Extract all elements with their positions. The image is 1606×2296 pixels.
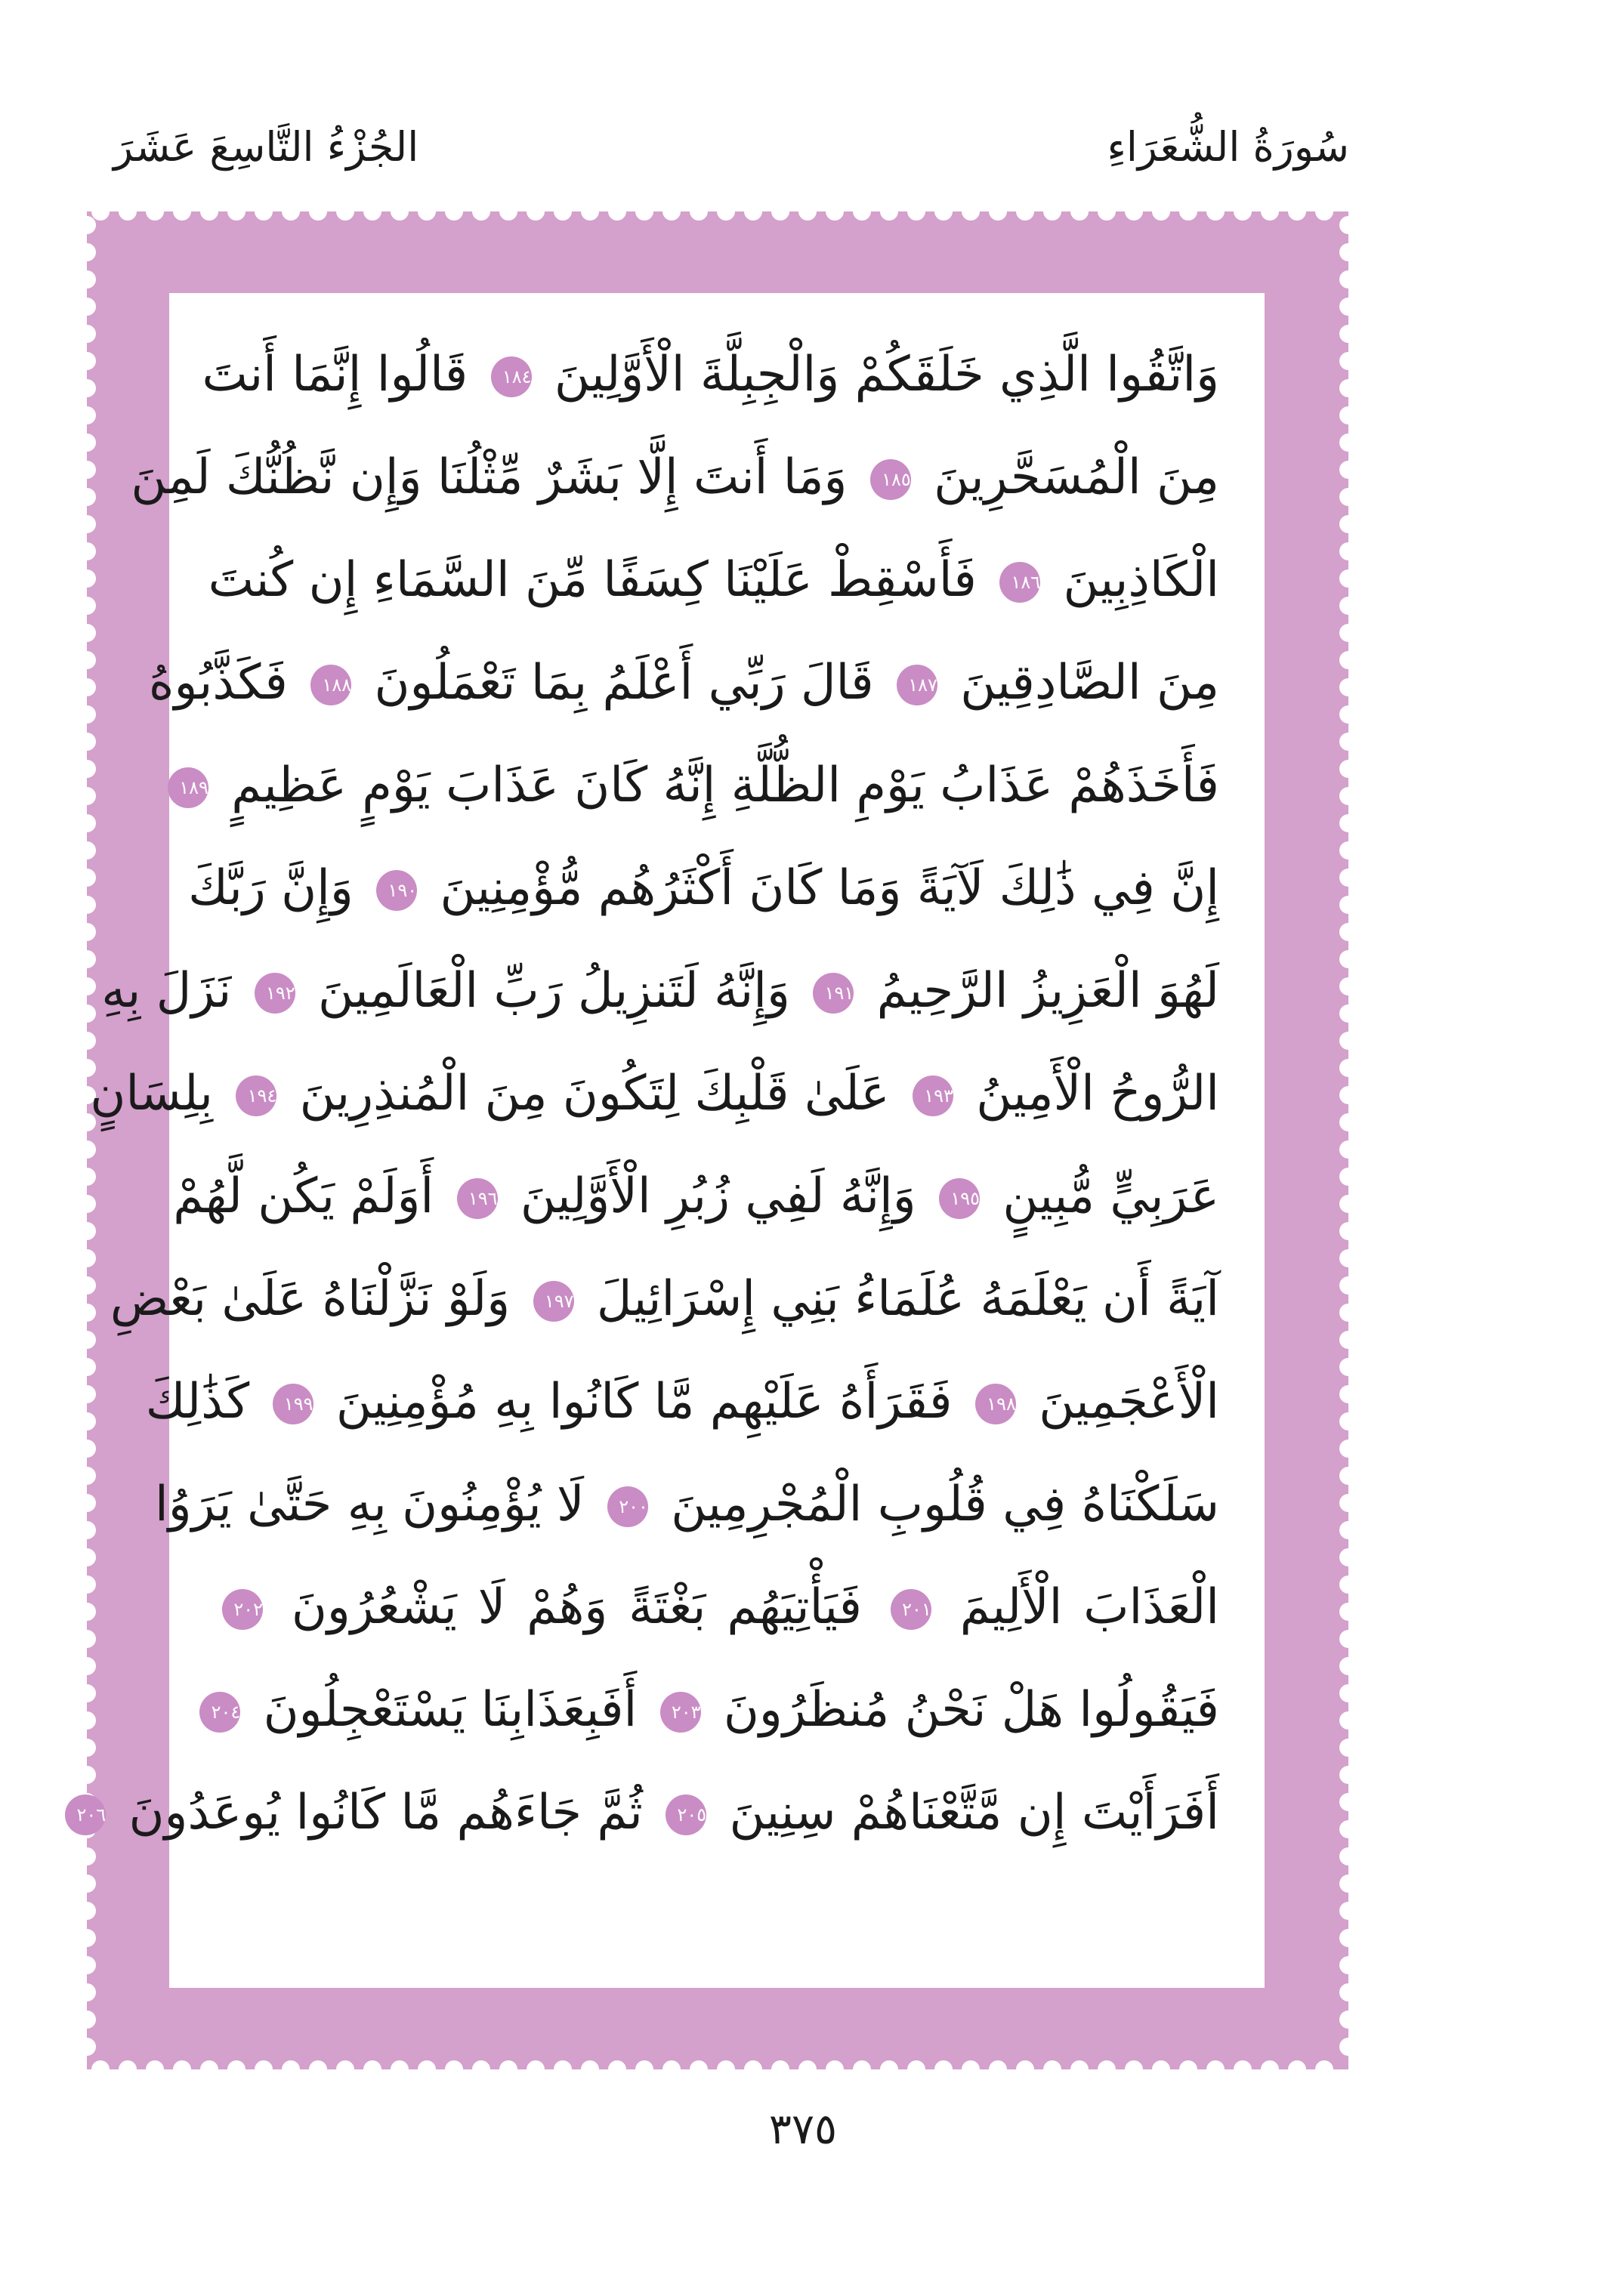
frame-scallop — [78, 1630, 96, 1648]
frame-scallop — [78, 270, 96, 289]
ayah-number-marker: ١٨٨ — [310, 665, 351, 705]
frame-scallop — [1339, 325, 1357, 343]
frame-scallop — [1339, 1168, 1357, 1186]
verse-text: مِنَ الصَّادِقِينَ — [960, 655, 1219, 711]
frame-scallop — [635, 202, 653, 221]
frame-scallop — [1339, 1195, 1357, 1213]
ayah-number-marker: ٢٠٠ — [607, 1486, 648, 1527]
verse-text: الْكَاذِبِينَ — [1063, 552, 1219, 608]
frame-scallop — [78, 325, 96, 343]
frame-scallop — [1339, 569, 1357, 588]
frame-scallop — [1339, 1032, 1357, 1050]
verse-line — [208, 529, 1219, 631]
ayah-number-marker: ١٨٤ — [491, 356, 532, 397]
frame-scallop — [78, 488, 96, 506]
frame-scallop — [78, 841, 96, 859]
frame-scallop — [1339, 733, 1357, 751]
frame-scallop — [771, 202, 789, 221]
frame-scallop — [78, 787, 96, 805]
frame-scallop — [1339, 270, 1357, 289]
frame-scallop — [989, 2060, 1007, 2078]
frame-scallop — [78, 923, 96, 941]
frame-scallop — [1179, 202, 1197, 221]
frame-scallop — [78, 760, 96, 778]
frame-scallop — [1125, 2060, 1143, 2078]
frame-scallop — [282, 202, 300, 221]
frame-scallop — [78, 1711, 96, 1730]
frame-scallop — [78, 542, 96, 560]
juz-name: الجُزْءُ التَّاسِعَ عَشَرَ — [113, 123, 419, 171]
page-number: ٣٧٥ — [768, 2105, 838, 2154]
frame-scallop — [363, 2060, 381, 2078]
verse-text: فَيَأْتِيَهُم بَغْتَةً وَهُمْ لَا يَشْعُرُونَ — [291, 1579, 862, 1635]
frame-scallop — [78, 1249, 96, 1267]
frame-scallop — [78, 896, 96, 914]
frame-scallop — [1339, 1711, 1357, 1730]
ayah-number-marker: ١٩٠ — [376, 870, 417, 911]
frame-scallop — [78, 1168, 96, 1186]
frame-scallop — [1070, 202, 1089, 221]
frame-scallop — [78, 434, 96, 452]
frame-scallop — [880, 2060, 898, 2078]
frame-scallop — [78, 1521, 96, 1539]
frame-scallop — [78, 1331, 96, 1349]
frame-scallop — [78, 569, 96, 588]
frame-scallop — [282, 2060, 300, 2078]
frame-scallop — [962, 202, 980, 221]
ayah-number-marker: ١٩٧ — [533, 1281, 574, 1322]
frame-scallop — [1339, 461, 1357, 479]
ayah-number-marker: ١٨٩ — [168, 767, 208, 808]
frame-scallop — [1098, 202, 1116, 221]
frame-scallop — [1339, 2038, 1357, 2056]
frame-scallop — [1339, 1358, 1357, 1376]
frame-scallop — [1043, 202, 1061, 221]
frame-scallop — [1070, 2060, 1089, 2078]
frame-scallop — [962, 2060, 980, 2078]
frame-scallop — [1339, 1983, 1357, 2001]
frame-scallop — [934, 202, 953, 221]
frame-scallop — [1339, 1385, 1357, 1403]
frame-scallop — [119, 202, 137, 221]
frame-scallop — [78, 678, 96, 696]
frame-scallop — [690, 202, 708, 221]
frame-scallop — [227, 2060, 246, 2078]
frame-scallop — [78, 651, 96, 669]
verse-text: وَإِنَّ رَبَّكَ — [188, 860, 354, 916]
frame-scallop — [554, 202, 572, 221]
frame-scallop — [499, 202, 517, 221]
frame-scallop — [78, 705, 96, 724]
frame-scallop — [1339, 705, 1357, 724]
frame-scallop — [119, 2060, 137, 2078]
verse-text: أَوَلَمْ يَكُن لَّهُمْ — [173, 1168, 434, 1224]
verse-text: أَفَبِعَذَابِنَا يَسْتَعْجِلُونَ — [263, 1682, 638, 1738]
frame-scallop — [1234, 2060, 1252, 2078]
surah-name: سُورَةُ الشُّعَرَاءِ — [1107, 123, 1349, 171]
frame-scallop — [78, 1739, 96, 1757]
frame-scallop — [826, 202, 844, 221]
frame-scallop — [91, 202, 110, 221]
frame-scallop — [717, 2060, 735, 2078]
verse-text: بِلِسَانٍ — [90, 1066, 213, 1122]
frame-scallop — [1339, 1548, 1357, 1566]
ayah-number-marker: ١٩٩ — [273, 1384, 313, 1424]
verse-text: لَهُوَ الْعَزِيزُ الرَّحِيمُ — [876, 963, 1219, 1019]
frame-scallop — [227, 202, 246, 221]
frame-scallop — [1339, 1440, 1357, 1458]
frame-scallop — [1339, 1113, 1357, 1131]
frame-scallop — [744, 2060, 762, 2078]
frame-scallop — [146, 2060, 164, 2078]
frame-scallop — [1339, 2011, 1357, 2029]
frame-scallop — [1339, 1304, 1357, 1322]
frame-scallop — [363, 202, 381, 221]
frame-scallop — [173, 2060, 191, 2078]
frame-scallop — [78, 1956, 96, 1974]
frame-scallop — [78, 298, 96, 316]
verse-text: آيَةً أَن يَعْلَمَهُ عُلَمَاءُ بَنِي إِسْرَائِيلَ — [596, 1271, 1219, 1327]
frame-scallop — [336, 202, 354, 221]
frame-scallop — [78, 1657, 96, 1675]
frame-scallop — [907, 202, 925, 221]
frame-scallop — [1234, 202, 1252, 221]
frame-scallop — [771, 2060, 789, 2078]
verse-text: عَلَىٰ قَلْبِكَ لِتَكُونَ مِنَ الْمُنذِرِينَ — [299, 1066, 890, 1122]
ayah-number-marker: ١٨٧ — [897, 665, 937, 705]
frame-scallop — [1339, 406, 1357, 424]
verse-line — [211, 1659, 1219, 1761]
frame-scallop — [78, 1467, 96, 1485]
verse-line — [173, 1145, 1219, 1248]
verse-text: قَالَ رَبِّي أَعْلَمُ بِمَا تَعْمَلُونَ — [374, 655, 874, 711]
frame-scallop — [1339, 1820, 1357, 1838]
verse-text: وَلَوْ نَزَّلْنَاهُ عَلَىٰ بَعْضِ — [110, 1271, 511, 1327]
frame-scallop — [608, 202, 626, 221]
frame-scallop — [826, 2060, 844, 2078]
ayah-number-marker: ١٨٦ — [999, 562, 1040, 603]
verse-line — [90, 1042, 1219, 1145]
frame-scallop — [853, 2060, 871, 2078]
verse-text: عَرَبِيٍّ مُّبِينٍ — [1002, 1168, 1219, 1224]
frame-scallop — [1339, 814, 1357, 832]
frame-scallop — [255, 202, 273, 221]
frame-scallop — [200, 2060, 218, 2078]
frame-scallop — [78, 1304, 96, 1322]
frame-scallop — [1339, 1603, 1357, 1621]
frame-scallop — [309, 202, 327, 221]
frame-scallop — [445, 202, 463, 221]
ayah-number-marker: ٢٠٥ — [666, 1795, 706, 1835]
verse-text: الْأَعْجَمِينَ — [1039, 1374, 1219, 1430]
verse-text: فَيَقُولُوا هَلْ نَحْنُ مُنظَرُونَ — [723, 1682, 1219, 1738]
frame-scallop — [255, 2060, 273, 2078]
frame-scallop — [1125, 202, 1143, 221]
frame-scallop — [527, 202, 545, 221]
frame-scallop — [78, 352, 96, 370]
verse-line — [145, 1350, 1219, 1453]
frame-scallop — [1339, 1249, 1357, 1267]
frame-scallop — [1339, 624, 1357, 642]
verse-text: إِنَّ فِي ذَٰلِكَ لَآيَةً وَمَا كَانَ أَكْثَرُهُم مُّؤْمِنِينَ — [440, 860, 1219, 916]
verse-line — [179, 734, 1219, 837]
frame-scallop — [1152, 2060, 1170, 2078]
frame-scallop — [445, 2060, 463, 2078]
frame-scallop — [1315, 2060, 1333, 2078]
frame-scallop — [1339, 760, 1357, 778]
frame-scallop — [78, 1983, 96, 2001]
frame-scallop — [1288, 2060, 1306, 2078]
frame-scallop — [1339, 869, 1357, 887]
frame-scallop — [78, 1929, 96, 1947]
frame-scallop — [1261, 202, 1279, 221]
frame-scallop — [472, 202, 490, 221]
verse-text: لَا يُؤْمِنُونَ بِهِ حَتَّىٰ يَرَوُا — [154, 1477, 585, 1532]
ayah-number-marker: ١٩٣ — [913, 1075, 953, 1116]
frame-scallop — [1339, 243, 1357, 261]
frame-scallop — [989, 202, 1007, 221]
frame-scallop — [78, 1494, 96, 1512]
frame-scallop — [1016, 202, 1034, 221]
frame-scallop — [1339, 298, 1357, 316]
frame-scallop — [907, 2060, 925, 2078]
frame-scallop — [1206, 202, 1225, 221]
frame-scallop — [78, 243, 96, 261]
frame-scallop — [391, 202, 409, 221]
ayah-number-marker: ١٩١ — [813, 973, 854, 1014]
frame-scallop — [1261, 2060, 1279, 2078]
frame-scallop — [1179, 2060, 1197, 2078]
frame-scallop — [608, 2060, 626, 2078]
frame-scallop — [1339, 950, 1357, 968]
frame-scallop — [1339, 1521, 1357, 1539]
verse-line — [215, 1556, 1219, 1659]
frame-scallop — [78, 597, 96, 615]
frame-scallop — [1339, 434, 1357, 452]
ayah-number-marker: ١٨٥ — [870, 459, 911, 500]
frame-scallop — [78, 814, 96, 832]
frame-scallop — [78, 977, 96, 995]
frame-scallop — [391, 2060, 409, 2078]
frame-scallop — [1339, 1657, 1357, 1675]
frame-scallop — [1339, 216, 1357, 234]
verse-text: نَزَلَ بِهِ — [101, 963, 232, 1019]
frame-scallop — [78, 1902, 96, 1920]
frame-scallop — [1339, 1630, 1357, 1648]
verse-text: سَلَكْنَاهُ فِي قُلُوبِ الْمُجْرِمِينَ — [671, 1477, 1219, 1532]
frame-scallop — [662, 2060, 681, 2078]
verse-text: ثُمَّ جَاءَهُم مَّا كَانُوا يُوعَدُونَ — [128, 1785, 643, 1841]
frame-scallop — [78, 406, 96, 424]
frame-scallop — [418, 2060, 436, 2078]
frame-scallop — [78, 1358, 96, 1376]
frame-scallop — [78, 1195, 96, 1213]
verse-line — [148, 631, 1219, 734]
frame-scallop — [309, 2060, 327, 2078]
frame-scallop — [1098, 2060, 1116, 2078]
ayah-number-marker: ١٩٨ — [975, 1384, 1016, 1424]
frame-scallop — [1339, 1222, 1357, 1240]
verse-text: أَفَرَأَيْتَ إِن مَّتَّعْنَاهُمْ سِنِينَ — [729, 1785, 1219, 1841]
verse-line — [110, 1248, 1219, 1350]
frame-scallop — [1339, 1902, 1357, 1920]
frame-scallop — [1339, 651, 1357, 669]
frame-scallop — [78, 461, 96, 479]
frame-scallop — [853, 202, 871, 221]
frame-scallop — [173, 202, 191, 221]
frame-scallop — [1315, 202, 1333, 221]
frame-scallop — [1339, 1684, 1357, 1702]
frame-scallop — [472, 2060, 490, 2078]
ayah-number-marker: ٢٠١ — [891, 1589, 931, 1630]
verse-text: الْعَذَابَ الْأَلِيمَ — [959, 1579, 1220, 1635]
frame-scallop — [1339, 379, 1357, 397]
verse-text: كَذَٰلِكَ — [145, 1374, 250, 1430]
verse-text: وَاتَّقُوا الَّذِي خَلَقَكُمْ وَالْجِبِلَّةَ الْأَوَّلِينَ — [554, 347, 1219, 403]
frame-scallop — [717, 202, 735, 221]
frame-scallop — [78, 1875, 96, 1893]
frame-scallop — [78, 2011, 96, 2029]
frame-scallop — [78, 1548, 96, 1566]
frame-scallop — [1339, 597, 1357, 615]
verse-line — [202, 323, 1219, 426]
frame-scallop — [1339, 1575, 1357, 1594]
verse-text: وَإِنَّهُ لَفِي زُبُرِ الْأَوَّلِينَ — [520, 1168, 916, 1224]
ayah-number-marker: ١٩٤ — [236, 1075, 276, 1116]
frame-scallop — [78, 950, 96, 968]
frame-scallop — [91, 2060, 110, 2078]
frame-scallop — [798, 202, 817, 221]
frame-scallop — [336, 2060, 354, 2078]
verse-text: قَالُوا إِنَّمَا أَنتَ — [202, 347, 468, 403]
frame-scallop — [1339, 1086, 1357, 1104]
frame-scallop — [1339, 1739, 1357, 1757]
frame-scallop — [78, 1004, 96, 1023]
frame-scallop — [1339, 841, 1357, 859]
frame-scallop — [78, 379, 96, 397]
ayah-number-marker: ٢٠٦ — [65, 1795, 106, 1835]
frame-scallop — [78, 1575, 96, 1594]
frame-scallop — [418, 202, 436, 221]
verse-text: فَأَسْقِطْ عَلَيْنَا كِسَفًا مِّنَ السَّمَاءِ إِن كُنتَ — [208, 552, 977, 608]
frame-scallop — [1339, 1276, 1357, 1295]
frame-scallop — [662, 202, 681, 221]
frame-scallop — [1339, 787, 1357, 805]
frame-scallop — [554, 2060, 572, 2078]
verse-text: فَأَخَذَهُمْ عَذَابُ يَوْمِ الظُّلَّةِ إِنَّهُ كَانَ عَذَابَ يَوْمٍ عَظِيمٍ — [231, 758, 1219, 813]
ayah-number-marker: ١٩٥ — [939, 1178, 980, 1219]
frame-scallop — [1339, 1059, 1357, 1077]
verse-text: الرُّوحُ الْأَمِينُ — [976, 1066, 1219, 1122]
frame-scallop — [1339, 352, 1357, 370]
frame-scallop — [1339, 1766, 1357, 1784]
frame-scallop — [78, 515, 96, 533]
frame-scallop — [1339, 1331, 1357, 1349]
frame-scallop — [499, 2060, 517, 2078]
frame-scallop — [1152, 202, 1170, 221]
verse-text: مِنَ الْمُسَحَّرِينَ — [934, 449, 1219, 505]
frame-scallop — [1339, 1140, 1357, 1159]
frame-scallop — [934, 2060, 953, 2078]
verse-line — [76, 1761, 1219, 1864]
verse-line — [154, 1453, 1219, 1556]
frame-scallop — [78, 1385, 96, 1403]
verse-line — [101, 940, 1219, 1042]
frame-scallop — [1339, 1467, 1357, 1485]
frame-scallop — [78, 2038, 96, 2056]
frame-scallop — [78, 1684, 96, 1702]
frame-scallop — [78, 1440, 96, 1458]
ayah-number-marker: ٢٠٢ — [222, 1589, 263, 1630]
verse-text: وَمَا أَنتَ إِلَّا بَشَرٌ مِّثْلُنَا وَإِن نَّظُنُّكَ لَمِنَ — [131, 449, 848, 505]
frame-scallop — [690, 2060, 708, 2078]
frame-scallop — [1339, 515, 1357, 533]
frame-scallop — [880, 202, 898, 221]
frame-scallop — [1339, 1929, 1357, 1947]
verse-line — [188, 837, 1219, 940]
frame-scallop — [1339, 1956, 1357, 1974]
frame-scallop — [635, 2060, 653, 2078]
verse-text: وَإِنَّهُ لَتَنزِيلُ رَبِّ الْعَالَمِينَ — [318, 963, 790, 1019]
frame-scallop — [581, 2060, 599, 2078]
frame-scallop — [1339, 1793, 1357, 1811]
frame-scallop — [1339, 1412, 1357, 1430]
frame-scallop — [1339, 1004, 1357, 1023]
frame-scallop — [1043, 2060, 1061, 2078]
frame-scallop — [1339, 1494, 1357, 1512]
frame-scallop — [1016, 2060, 1034, 2078]
frame-scallop — [78, 1276, 96, 1295]
verse-text-panel — [76, 293, 1265, 1988]
verse-text: فَكَذَّبُوهُ — [148, 655, 288, 711]
frame-scallop — [581, 202, 599, 221]
frame-scallop — [78, 1412, 96, 1430]
frame-scallop — [1288, 202, 1306, 221]
frame-scallop — [1339, 1875, 1357, 1893]
frame-scallop — [1339, 896, 1357, 914]
frame-scallop — [1339, 488, 1357, 506]
frame-scallop — [744, 202, 762, 221]
frame-scallop — [1206, 2060, 1225, 2078]
frame-scallop — [78, 1603, 96, 1621]
frame-scallop — [78, 1222, 96, 1240]
frame-scallop — [78, 216, 96, 234]
frame-scallop — [78, 624, 96, 642]
frame-scallop — [1339, 1847, 1357, 1866]
frame-scallop — [78, 869, 96, 887]
verse-line — [131, 426, 1219, 529]
frame-scallop — [1339, 678, 1357, 696]
frame-scallop — [1339, 923, 1357, 941]
frame-scallop — [798, 2060, 817, 2078]
frame-scallop — [146, 202, 164, 221]
ayah-number-marker: ٢٠٤ — [199, 1692, 240, 1733]
frame-scallop — [78, 733, 96, 751]
ayah-number-marker: ٢٠٣ — [660, 1692, 701, 1733]
verse-text: فَقَرَأَهُ عَلَيْهِم مَّا كَانُوا بِهِ مُؤْمِنِينَ — [335, 1374, 953, 1430]
frame-scallop — [200, 202, 218, 221]
frame-scallop — [527, 2060, 545, 2078]
frame-scallop — [1339, 542, 1357, 560]
frame-scallop — [1339, 977, 1357, 995]
ayah-number-marker: ١٩٦ — [457, 1178, 498, 1219]
ayah-number-marker: ١٩٢ — [255, 973, 295, 1014]
